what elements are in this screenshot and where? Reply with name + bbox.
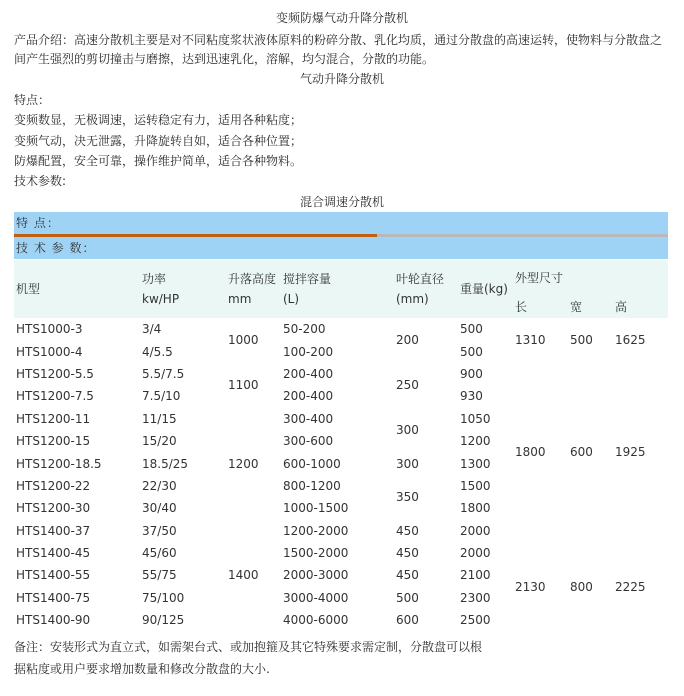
cell-impeller: 250 xyxy=(396,378,419,393)
cell-lift: 1000 xyxy=(228,333,259,348)
tech-band xyxy=(14,237,668,259)
th-height: 高 xyxy=(613,296,668,318)
feature-1: 变频数显，无极调速，运转稳定有力，适用各种粘度； xyxy=(14,113,303,127)
subtitle-mixing: 混合调速分散机 xyxy=(299,195,384,209)
cell-model: HTS1200-7.5 xyxy=(16,389,94,404)
th-dims: 外型尺寸 xyxy=(513,260,668,296)
note-line-1: 备注：安装形式为直立式，如需架台式、或加抱箍及其它特殊要求需定制，分散盘可以根 xyxy=(14,640,483,654)
cell-weight: 2000 xyxy=(460,523,491,538)
cell-model: HTS1400-55 xyxy=(16,568,91,583)
cell-model: HTS1400-45 xyxy=(16,546,91,561)
cell-power: 11/15 xyxy=(142,411,177,426)
cell-capacity: 100-200 xyxy=(283,344,334,359)
cell-model: HTS1200-15 xyxy=(16,434,91,449)
cell-capacity: 300-600 xyxy=(283,434,334,449)
th-impeller: 叶轮直径 (mm) xyxy=(394,260,458,318)
cell-length: 2130 xyxy=(515,579,546,594)
cell-weight: 1500 xyxy=(460,478,491,493)
th-model: 机型 xyxy=(14,260,140,318)
note xyxy=(14,636,674,680)
cell-model: HTS1200-18.5 xyxy=(16,456,102,471)
features-label: 特点： xyxy=(14,93,51,107)
cell-model: HTS1000-4 xyxy=(16,344,83,359)
cell-capacity: 1000-1500 xyxy=(283,501,349,516)
cell-impeller: 300 xyxy=(396,456,419,471)
cell-model: HTS1400-90 xyxy=(16,613,91,628)
cell-power: 7.5/10 xyxy=(142,389,181,404)
cell-lift: 1200 xyxy=(228,456,259,471)
cell-weight: 2300 xyxy=(460,590,491,605)
cell-weight: 930 xyxy=(460,389,483,404)
cell-model: HTS1200-22 xyxy=(16,478,91,493)
cell-impeller: 450 xyxy=(396,568,419,583)
th-length: 长 xyxy=(513,296,568,318)
cell-weight: 2500 xyxy=(460,613,491,628)
feature-3: 防爆配置，安全可靠，操作维护简单，适合各种物料。 xyxy=(14,154,303,168)
cell-capacity: 3000-4000 xyxy=(283,590,349,605)
cell-power: 15/20 xyxy=(142,434,177,449)
cell-power: 45/60 xyxy=(142,546,177,561)
cell-power: 55/75 xyxy=(142,568,177,583)
features-band-label: 特 点： xyxy=(16,216,60,230)
cell-impeller: 350 xyxy=(396,490,419,505)
cell-height: 1625 xyxy=(615,333,646,348)
cell-capacity: 50-200 xyxy=(283,322,326,337)
cell-weight: 1300 xyxy=(460,456,491,471)
page-title: 变频防爆气动升降分散机 xyxy=(275,11,408,25)
cell-weight: 500 xyxy=(460,344,483,359)
cell-power: 22/30 xyxy=(142,478,177,493)
table-row xyxy=(14,363,668,385)
cell-capacity: 200-400 xyxy=(283,389,334,404)
cell-impeller: 200 xyxy=(396,333,419,348)
cell-lift: 1100 xyxy=(228,378,259,393)
th-weight: 重量(kg) xyxy=(458,260,513,318)
cell-power: 90/125 xyxy=(142,613,185,628)
subtitle-pneumatic: 气动升降分散机 xyxy=(299,72,384,86)
cell-width: 500 xyxy=(570,333,593,348)
cell-height: 2225 xyxy=(615,579,646,594)
cell-impeller: 450 xyxy=(396,546,419,561)
cell-capacity: 200-400 xyxy=(283,366,334,381)
cell-capacity: 600-1000 xyxy=(283,456,341,471)
cell-weight: 2100 xyxy=(460,568,491,583)
cell-capacity: 2000-3000 xyxy=(283,568,349,583)
th-width: 宽 xyxy=(568,296,613,318)
cell-power: 3/4 xyxy=(142,322,162,337)
cell-impeller: 500 xyxy=(396,590,419,605)
note-line-2: 据粘度或用户要求增加数量和修改分散盘的大小. xyxy=(14,662,270,676)
cell-power: 5.5/7.5 xyxy=(142,366,185,381)
table-row xyxy=(14,318,668,340)
cell-impeller: 600 xyxy=(396,613,419,628)
table-row xyxy=(14,542,668,564)
cell-capacity: 4000-6000 xyxy=(283,613,349,628)
cell-weight: 1050 xyxy=(460,411,491,426)
cell-width: 800 xyxy=(570,579,593,594)
intro-line-2: 间产生强烈的剪切撞击与磨擦，达到迅速乳化，溶解，均匀混合，分散的功能。 xyxy=(14,52,435,66)
cell-weight: 500 xyxy=(460,322,483,337)
tech-band-label: 技 术 参 数： xyxy=(16,241,96,255)
cell-model: HTS1400-75 xyxy=(16,590,91,605)
spec-table xyxy=(14,260,668,631)
feature-2: 变频气动，决无泄露，升降旋转自如，适合各种位置； xyxy=(14,134,303,148)
features-band xyxy=(14,212,668,234)
cell-capacity: 300-400 xyxy=(283,411,334,426)
intro-line-1: 产品介绍：高速分散机主要是对不同粘度浆状液体原料的粉碎分散、乳化均质，通过分散盘的高速运转，使物料与分散盘之 xyxy=(14,33,663,47)
cell-width: 600 xyxy=(570,445,593,460)
th-power: 功率 kw/HP xyxy=(140,260,226,318)
cell-capacity: 1200-2000 xyxy=(283,523,349,538)
th-lift: 升落高度 mm xyxy=(226,260,281,318)
cell-weight: 900 xyxy=(460,366,483,381)
cell-power: 75/100 xyxy=(142,590,185,605)
cell-lift: 1400 xyxy=(228,568,259,583)
cell-weight: 1200 xyxy=(460,434,491,449)
cell-power: 30/40 xyxy=(142,501,177,516)
cell-length: 1310 xyxy=(515,333,546,348)
cell-weight: 2000 xyxy=(460,546,491,561)
cell-model: HTS1200-30 xyxy=(16,501,91,516)
cell-power: 18.5/25 xyxy=(142,456,189,471)
cell-model: HTS1200-11 xyxy=(16,411,91,426)
cell-power: 37/50 xyxy=(142,523,177,538)
th-capacity: 搅拌容量 (L) xyxy=(281,260,394,318)
cell-weight: 1800 xyxy=(460,501,491,516)
cell-impeller: 300 xyxy=(396,422,419,437)
cell-impeller: 450 xyxy=(396,523,419,538)
cell-model: HTS1400-37 xyxy=(16,523,91,538)
cell-power: 4/5.5 xyxy=(142,344,173,359)
tech-params-label: 技术参数: xyxy=(14,174,67,188)
cell-model: HTS1000-3 xyxy=(16,322,83,337)
cell-capacity: 1500-2000 xyxy=(283,546,349,561)
cell-height: 1925 xyxy=(615,445,646,460)
cell-length: 1800 xyxy=(515,445,546,460)
cell-capacity: 800-1200 xyxy=(283,478,341,493)
cell-model: HTS1200-5.5 xyxy=(16,366,94,381)
